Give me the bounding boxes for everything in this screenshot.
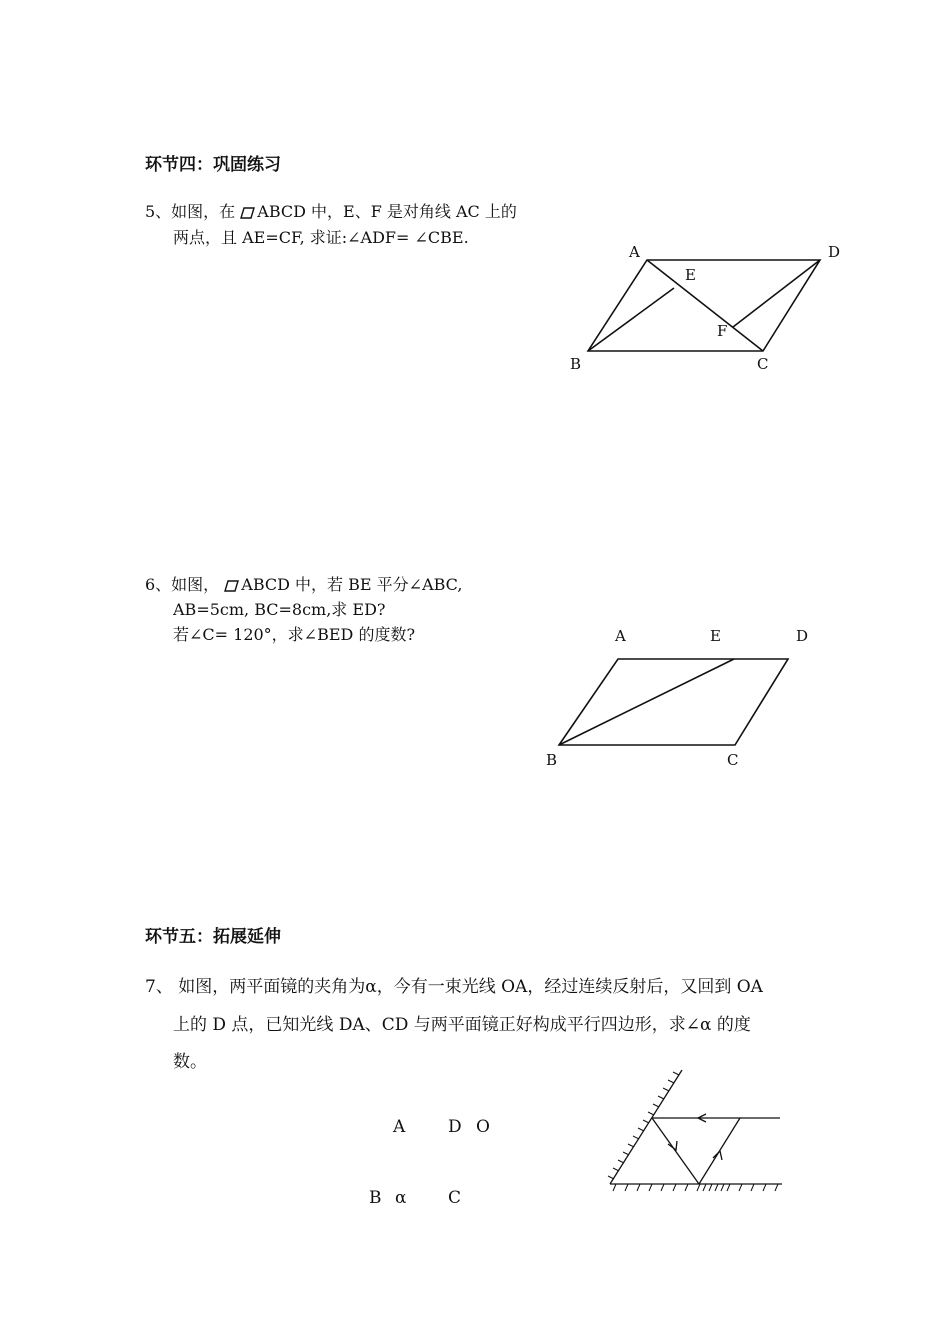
q6-line2: AB=5cm, BC=8cm,求 ED? <box>173 600 386 619</box>
q5-label-c: C <box>757 355 769 373</box>
q7-horizontal-hatches <box>613 1184 778 1191</box>
q5-line2: 两点，且 AE=CF, 求证:∠ADF= ∠CBE. <box>173 228 469 247</box>
section5-title: 环节五：拓展延伸 <box>145 927 281 947</box>
q7-line2: 上的 D 点，已知光线 DA、CD 与两平面镜正好构成平行四边形，求∠α 的度 <box>173 1015 751 1035</box>
q5-line1-rest: ABCD 中，E、F 是对角线 AC 上的 <box>257 202 517 221</box>
q6-label-c: C <box>727 751 739 769</box>
q5-label-e: E <box>685 266 696 284</box>
q7-label-a: A <box>393 1117 406 1137</box>
q7-label-alpha: α <box>395 1188 407 1208</box>
q6-line1-prefix: 6、如图， <box>145 575 220 594</box>
q7-slanted-hatches <box>608 1072 679 1179</box>
q5-label-b: B <box>570 355 582 373</box>
q6-parallelogram <box>559 659 788 745</box>
q5-label-d: D <box>828 243 841 261</box>
q7-label-c: C <box>448 1188 462 1208</box>
q6-label-d: D <box>796 627 809 645</box>
q6-label-e: E <box>710 627 721 645</box>
q6-line1 <box>145 573 462 597</box>
q5-label-f: F <box>717 322 728 340</box>
q5-diagonal-ac <box>647 260 763 351</box>
q5-label-a: A <box>629 243 640 261</box>
q6-line3: 若∠C= 120°，求∠BED 的度数? <box>173 625 416 644</box>
q7-ray-reflected <box>652 1118 699 1184</box>
q7-line1: 7、 如图，两平面镜的夹角为α，今有一束光线 OA，经过连续反射后，又回到 OA <box>145 977 763 997</box>
q7-label-d: D <box>448 1117 462 1137</box>
q7-mirror-figure <box>600 1062 790 1202</box>
q6-segment-be <box>559 659 734 745</box>
parallelogram-icon <box>224 580 239 592</box>
section4-title: 环节四：巩固练习 <box>145 155 281 175</box>
q5-line1-prefix: 5、如图，在 <box>145 202 236 221</box>
q7-label-b: B <box>369 1188 382 1208</box>
q7-label-o: O <box>476 1117 490 1137</box>
q7-line3: 数。 <box>173 1052 207 1072</box>
q7-slanted-mirror <box>610 1070 682 1184</box>
q5-segment-be <box>588 288 674 351</box>
q5-line1 <box>145 200 517 224</box>
q5-figure <box>560 238 860 378</box>
q6-label-b: B <box>546 751 558 769</box>
q6-line1-rest: ABCD 中，若 BE 平分∠ABC, <box>241 575 463 594</box>
q6-figure <box>535 620 835 775</box>
q5-segment-df <box>733 260 820 327</box>
q6-label-a: A <box>615 627 626 645</box>
parallelogram-icon <box>240 207 255 219</box>
